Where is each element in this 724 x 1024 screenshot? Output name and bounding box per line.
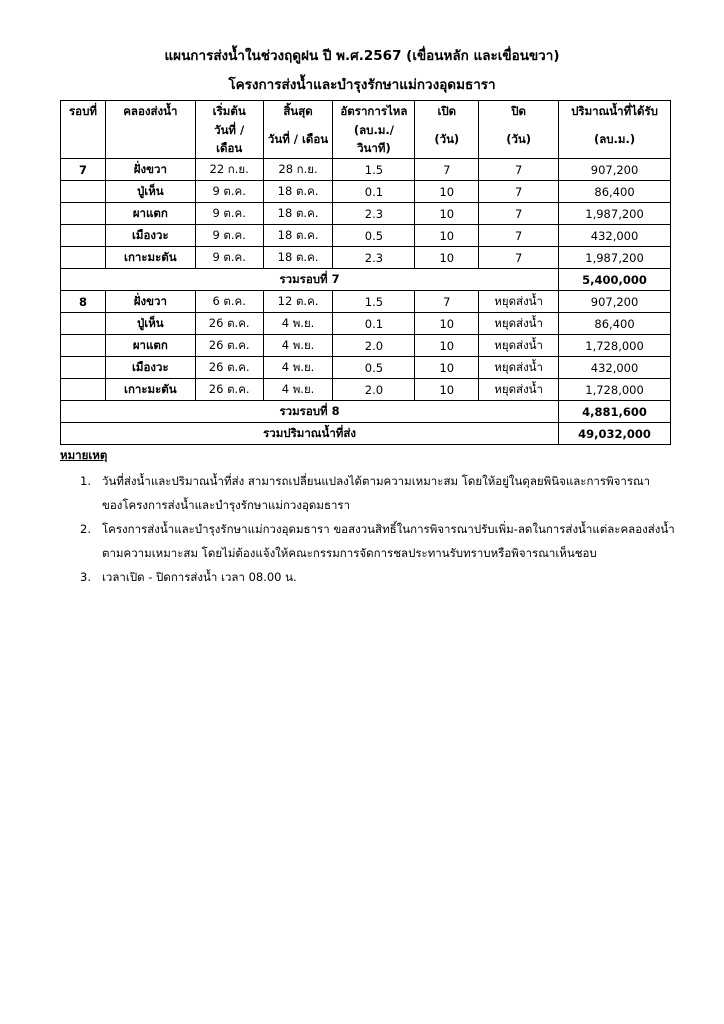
note-item xyxy=(80,469,690,517)
table-row xyxy=(61,335,671,357)
volume-cell: 907,200 xyxy=(559,291,671,313)
header-start: เริ่มต้น xyxy=(195,101,263,123)
end-cell: 28 ก.ย. xyxy=(263,159,333,181)
start-cell: 9 ต.ค. xyxy=(195,247,263,269)
water-schedule-table xyxy=(60,100,671,445)
round-cell xyxy=(61,357,106,379)
open-cell: 10 xyxy=(415,181,479,203)
header-close-sub: (วัน) xyxy=(479,122,559,159)
header-open-sub: (วัน) xyxy=(415,122,479,159)
table-row xyxy=(61,357,671,379)
note-number: 2. xyxy=(80,522,91,536)
canal-cell: เมืองวะ xyxy=(105,357,195,379)
volume-cell: 1,987,200 xyxy=(559,247,671,269)
flow-cell: 0.1 xyxy=(333,181,415,203)
volume-cell: 432,000 xyxy=(559,357,671,379)
canal-cell: ฝั่งขวา xyxy=(105,291,195,313)
open-cell: 10 xyxy=(415,379,479,401)
header-end: สิ้นสุด xyxy=(263,101,333,123)
canal-cell: ผาแตก xyxy=(105,335,195,357)
round-cell xyxy=(61,247,106,269)
open-cell: 10 xyxy=(415,357,479,379)
open-cell: 10 xyxy=(415,203,479,225)
volume-cell: 432,000 xyxy=(559,225,671,247)
close-cell: หยุดส่งน้ำ xyxy=(479,313,559,335)
header-open: เปิด xyxy=(415,101,479,123)
round-total-value: 4,881,600 xyxy=(559,401,671,423)
volume-cell: 1,728,000 xyxy=(559,379,671,401)
header-round-sub xyxy=(61,122,106,159)
round-total-label: รวมรอบที่ 7 xyxy=(61,269,559,291)
table-row xyxy=(61,291,671,313)
flow-cell: 2.3 xyxy=(333,247,415,269)
note-item xyxy=(80,517,690,565)
page-title: แผนการส่งน้ำในช่วงฤดูฝน ปี พ.ศ.2567 (เขื่อนหลัก และเขื่อนขวา) xyxy=(164,48,560,64)
volume-cell: 86,400 xyxy=(559,181,671,203)
note-text xyxy=(102,517,690,565)
flow-cell: 2.3 xyxy=(333,203,415,225)
round-cell: 8 xyxy=(61,291,106,313)
open-cell: 10 xyxy=(415,335,479,357)
close-cell: หยุดส่งน้ำ xyxy=(479,291,559,313)
table-row xyxy=(61,225,671,247)
flow-cell: 0.5 xyxy=(333,225,415,247)
end-cell: 4 พ.ย. xyxy=(263,313,333,335)
round-cell: 7 xyxy=(61,159,106,181)
close-cell: หยุดส่งน้ำ xyxy=(479,379,559,401)
canal-cell: เกาะมะตัน xyxy=(105,379,195,401)
start-cell: 26 ต.ค. xyxy=(195,357,263,379)
open-cell: 10 xyxy=(415,225,479,247)
header-subrow xyxy=(61,122,671,159)
note-text xyxy=(102,469,690,517)
volume-cell: 907,200 xyxy=(559,159,671,181)
end-cell: 18 ต.ค. xyxy=(263,225,333,247)
grand-total-value: 49,032,000 xyxy=(559,423,671,445)
open-cell: 7 xyxy=(415,159,479,181)
round-cell xyxy=(61,181,106,203)
canal-cell: เมืองวะ xyxy=(105,225,195,247)
page-subtitle: โครงการส่งน้ำและบำรุงรักษาแม่กวงอุดมธารา xyxy=(228,77,496,93)
end-cell: 4 พ.ย. xyxy=(263,357,333,379)
notes-section xyxy=(60,447,690,589)
canal-cell: ผาแตก xyxy=(105,203,195,225)
note-line: ของโครงการส่งน้ำและบำรุงรักษาแม่กวงอุดมธารา xyxy=(102,498,351,512)
round-cell xyxy=(61,203,106,225)
start-cell: 26 ต.ค. xyxy=(195,313,263,335)
header-flow-sub: (ลบ.ม./วินาที) xyxy=(333,122,415,159)
close-cell: 7 xyxy=(479,181,559,203)
round-total-row xyxy=(61,401,671,423)
note-line: ตามความเหมาะสม โดยไม่ต้องแจ้งให้คณะกรรมการจัดการชลประทานรับทราบหรือพิจารณาเห็นชอบ xyxy=(102,546,597,560)
flow-cell: 2.0 xyxy=(333,335,415,357)
header-volume-sub: (ลบ.ม.) xyxy=(559,122,671,159)
open-cell: 10 xyxy=(415,313,479,335)
volume-cell: 1,728,000 xyxy=(559,335,671,357)
table-row xyxy=(61,247,671,269)
table-row xyxy=(61,313,671,335)
open-cell: 7 xyxy=(415,291,479,313)
start-cell: 26 ต.ค. xyxy=(195,335,263,357)
header-round: รอบที่ xyxy=(61,101,106,123)
start-cell: 9 ต.ค. xyxy=(195,203,263,225)
close-cell: 7 xyxy=(479,225,559,247)
open-cell: 10 xyxy=(415,247,479,269)
header-end-sub: วันที่ / เดือน xyxy=(263,122,333,159)
notes-list xyxy=(60,469,690,589)
note-line: โครงการส่งน้ำและบำรุงรักษาแม่กวงอุดมธารา ขอสงวนสิทธิ์ในการพิจารณาปรับเพิ่ม-ลดในการส่งน้ำแต่ละคลองส่งน้ำ xyxy=(102,522,675,536)
round-total-row xyxy=(61,269,671,291)
end-cell: 18 ต.ค. xyxy=(263,247,333,269)
canal-cell: ฝั่งขวา xyxy=(105,159,195,181)
flow-cell: 1.5 xyxy=(333,291,415,313)
header-close: ปิด xyxy=(479,101,559,123)
note-line: เวลาเปิด - ปิดการส่งน้ำ เวลา 08.00 น. xyxy=(102,570,297,584)
note-number: 1. xyxy=(80,474,91,488)
close-cell: 7 xyxy=(479,159,559,181)
flow-cell: 0.5 xyxy=(333,357,415,379)
close-cell: หยุดส่งน้ำ xyxy=(479,357,559,379)
round-total-value: 5,400,000 xyxy=(559,269,671,291)
grand-total-label: รวมปริมาณน้ำที่ส่ง xyxy=(61,423,559,445)
flow-cell: 0.1 xyxy=(333,313,415,335)
note-line: วันที่ส่งน้ำและปริมาณน้ำที่ส่ง สามารถเปลี่ยนแปลงได้ตามความเหมาะสม โดยให้อยู่ในดุลยพินิจและการพิจารณา xyxy=(102,474,651,488)
volume-cell: 1,987,200 xyxy=(559,203,671,225)
round-cell xyxy=(61,379,106,401)
canal-cell: เกาะมะตัน xyxy=(105,247,195,269)
round-cell xyxy=(61,225,106,247)
close-cell: 7 xyxy=(479,203,559,225)
close-cell: 7 xyxy=(479,247,559,269)
notes-title: หมายเหตุ xyxy=(60,448,108,462)
header-volume: ปริมาณน้ำที่ได้รับ xyxy=(559,101,671,123)
volume-cell: 86,400 xyxy=(559,313,671,335)
header-canal: คลองส่งน้ำ xyxy=(105,101,195,123)
end-cell: 4 พ.ย. xyxy=(263,379,333,401)
note-item xyxy=(80,565,690,589)
round-total-label: รวมรอบที่ 8 xyxy=(61,401,559,423)
end-cell: 18 ต.ค. xyxy=(263,181,333,203)
end-cell: 18 ต.ค. xyxy=(263,203,333,225)
header-start-sub: วันที่ / เดือน xyxy=(195,122,263,159)
header-flow: อัตราการไหล xyxy=(333,101,415,123)
round-cell xyxy=(61,313,106,335)
table-row xyxy=(61,181,671,203)
start-cell: 9 ต.ค. xyxy=(195,181,263,203)
start-cell: 22 ก.ย. xyxy=(195,159,263,181)
start-cell: 6 ต.ค. xyxy=(195,291,263,313)
table-row xyxy=(61,203,671,225)
round-cell xyxy=(61,335,106,357)
end-cell: 12 ต.ค. xyxy=(263,291,333,313)
header-row xyxy=(61,101,671,123)
note-text xyxy=(102,565,690,589)
table-row xyxy=(61,379,671,401)
close-cell: หยุดส่งน้ำ xyxy=(479,335,559,357)
note-number: 3. xyxy=(80,570,91,584)
end-cell: 4 พ.ย. xyxy=(263,335,333,357)
flow-cell: 2.0 xyxy=(333,379,415,401)
start-cell: 26 ต.ค. xyxy=(195,379,263,401)
table-row xyxy=(61,159,671,181)
canal-cell: ปู่เห็น xyxy=(105,313,195,335)
header-canal-sub xyxy=(105,122,195,159)
start-cell: 9 ต.ค. xyxy=(195,225,263,247)
canal-cell: ปู่เห็น xyxy=(105,181,195,203)
flow-cell: 1.5 xyxy=(333,159,415,181)
grand-total-row xyxy=(61,423,671,445)
